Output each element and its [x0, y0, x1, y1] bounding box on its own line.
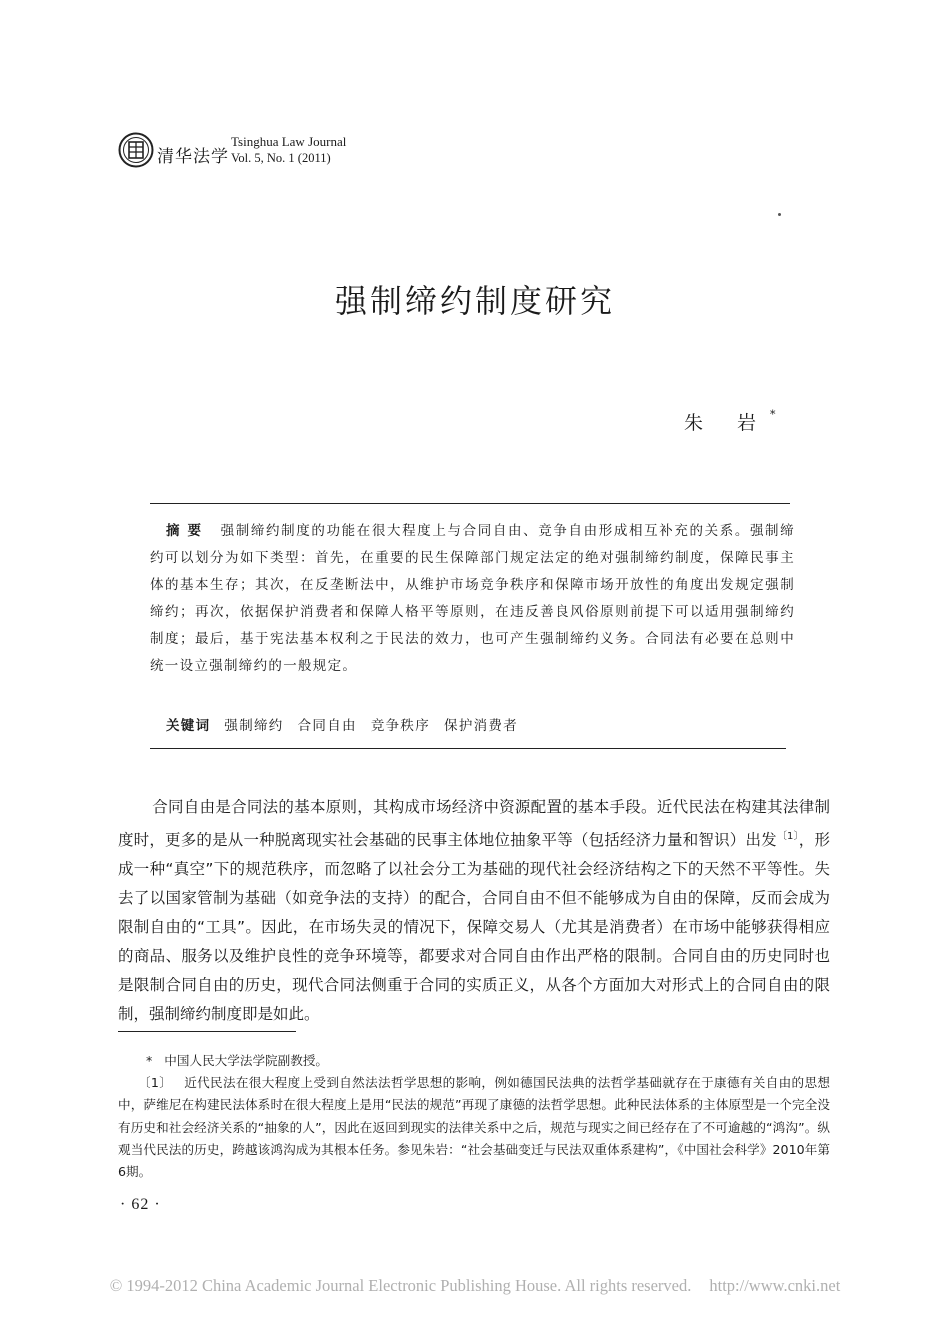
footnote-1 — [118, 1072, 830, 1183]
author-name: 朱 岩 — [684, 412, 771, 434]
footnote-mark: * — [146, 1053, 153, 1068]
keywords — [166, 714, 796, 734]
footnote-mark: 〔1〕 — [138, 1075, 173, 1091]
footnotes — [118, 1050, 830, 1183]
keywords-label: 关键词 — [166, 718, 211, 734]
keyword-item: 合同自由 — [297, 718, 357, 734]
abstract-top-rule — [150, 503, 790, 504]
footnote-text: 近代民法在很大程度上受到自然法法哲学思想的影响，例如德国民法典的法哲学基础就存在于康德有关自由的思想中，萨维尼在构建民法体系时在很大程度上是用“民法的规范”再现了康德的法哲学思想。此种民法体系的主体原型是一个完全没有历史和社会经济关系的“抽象的人”，因此在返回到现实的法律关系中之后，规范与现实之间已经存在了不可逾越的“鸿沟”。纵观当代民法的历史，跨越该鸿沟成为其根本任务。参见朱岩：“社会基础变迁与民法双重体系建构”，《中国社会科学》2010年第6期。 — [118, 1075, 830, 1180]
abstract-bottom-rule — [150, 748, 786, 749]
article-title: 强制缔约制度研究 — [334, 282, 615, 320]
copyright-url: http://www.cnki.net — [709, 1276, 841, 1295]
body-text-part1: 合同自由是合同法的基本原则，其构成市场经济中资源配置的基本手段。近代民法在构建其法律制度时，更多的是从一种脱离现实社会基础的民事主体地位抽象平等（包括经济力量和智识）出发 — [118, 798, 830, 850]
journal-name-en: Tsinghua Law Journal — [231, 134, 347, 149]
journal-header — [118, 130, 346, 170]
journal-name-en-block — [231, 134, 346, 166]
author-footnote-mark: * — [770, 407, 776, 421]
abstract-label: 摘 要 — [166, 523, 203, 539]
footnote-separator — [118, 1031, 296, 1032]
copyright-text: © 1994-2012 China Academic Journal Electronic Publishing House. All rights reserved. — [109, 1276, 692, 1295]
journal-volume: Vol. 5, No. 1 (2011) — [231, 151, 331, 165]
journal-seal-icon — [118, 132, 154, 168]
footnote-ref-1: 〔1〕 — [776, 831, 799, 842]
keyword-item: 保护消费者 — [444, 718, 519, 734]
body-paragraph — [118, 793, 830, 1029]
keyword-item: 竞争秩序 — [370, 718, 431, 734]
author-line — [684, 408, 776, 435]
body-text-part2: ，形成一种“真空”下的规范秩序，而忽略了以社会分工为基础的现代社会经济结构之下的天然不平等性。失去了以国家管制为基础（如竞争法的支持）的配合，合同自由不但不能够成为自由的保障，反而会成为限制自由的“工具”。因此，在市场失灵的情况下，保障交易人（尤其是消费者）在市场中能够获得相应的商品、服务以及维护良性的竞争环境等，都要求对合同自由作出严格的限制。合同自由的历史同时也是限制合同自由的历史，现代合同法侧重于合同的实质正义，从各个方面加大对形式上的合同自由的限制，强制缔约制度即是如此。 — [118, 831, 830, 1024]
copyright-footer — [0, 1276, 950, 1296]
keyword-item: 强制缔约 — [224, 718, 284, 734]
footnote-text: 中国人民大学法学院副教授。 — [164, 1053, 329, 1068]
footnote-author — [118, 1050, 830, 1072]
journal-name-cn: 清华法学 — [157, 146, 229, 167]
abstract — [150, 518, 795, 680]
page-number: · 62 · — [120, 1196, 161, 1213]
abstract-text: 强制缔约制度的功能在很大程度上与合同自由、竞争自由形成相互补充的关系。强制缔约可以划分为如下类型：首先，在重要的民生保障部门规定法定的绝对强制缔约制度，保障民事主体的基本生存；其次，在反垄断法中，从维护市场竞争秩序和保障市场开放性的角度出发规定强制缔约；再次，依据保护消费者和保障人格平等原则，在违反善良风俗原则前提下可以适用强制缔约制度；最后，基于宪法基本权利之于民法的效力，也可产生强制缔约义务。合同法有必要在总则中统一设立强制缔约的一般规定。 — [150, 523, 795, 674]
stray-dot — [778, 213, 781, 216]
